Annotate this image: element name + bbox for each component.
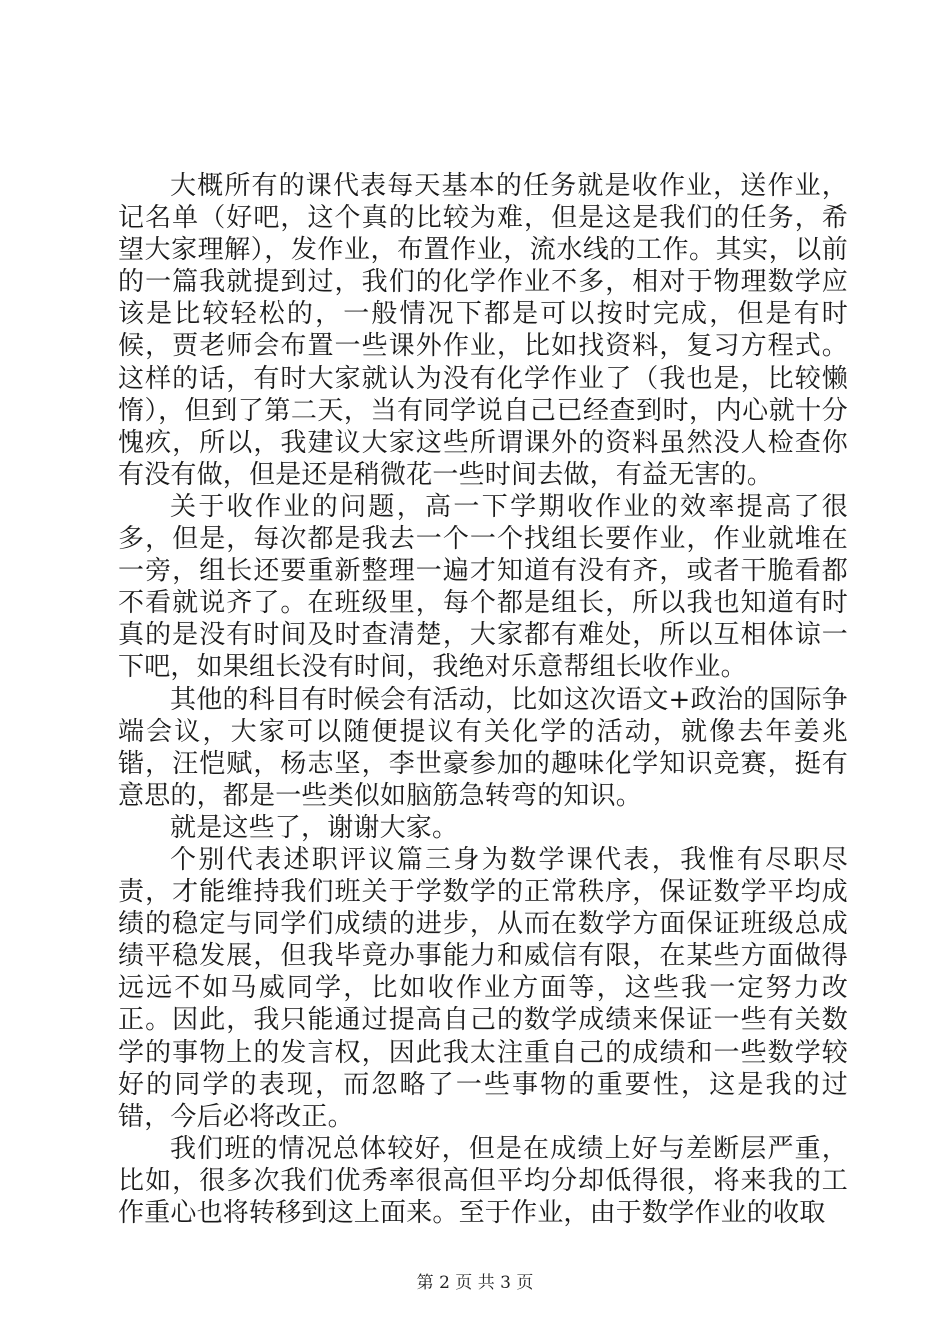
paragraph-4: 就是这些了，谢谢大家。 [170, 812, 459, 843]
paragraph-1: 大概所有的课代表每天基本的任务就是收作业，送作业，记名单（好吧，这个真的比较为难，但是这是我们的任务，希望大家理解），发作业，布置作业，流水线的工作。其实，以前的一篇我就提到过，我们的化学作业不多，相对于物理数学应该是比较轻松的，一般情况下都是可以按时完成，但是有时候，贾老师会布置一些课外作业，比如找资料，复习方程式。这样的话，有时大家就认为没有化学作业了（我也是，比较懒惰），但到了第二天，当有同学说自己已经查到时，内心就十分愧疚，所以，我建议大家这些所谓课外的资料虽然没人检查你有没有做，但是还是稍微花一些时间去做，有益无害的。 [118, 171, 848, 490]
paragraph-3: 其他的科目有时候会有活动，比如这次语文+政治的国际争端会议，大家可以随便提议有关化学的活动，就像去年姜兆锴，汪恺赋，杨志坚，李世豪参加的趣味化学知识竞赛，挺有意思的，都是一些类似如脑筋急转弯的知识。 [118, 684, 848, 811]
paragraph-2: 关于收作业的问题，高一下学期收作业的效率提高了很多，但是，每次都是我去一个一个找组长要作业，作业就堆在一旁，组长还要重新整理一遍才知道有没有齐，或者干脆看都不看就说齐了。在班级里，每个都是组长，所以我也知道有时真的是没有时间及时查清楚，大家都有难处，所以互相体谅一下吧，如果组长没有时间，我绝对乐意帮组长收作业。 [118, 491, 848, 683]
document-body [118, 170, 848, 1229]
paragraph-6: 我们班的情况总体较好，但是在成绩上好与差断层严重，比如，很多次我们优秀率很高但平均分却低得很，将来我的工作重心也将转移到这上面来。至于作业，由于数学作业的收取 [118, 1133, 848, 1228]
page-footer: 第 2 页 共 3 页 [416, 1273, 534, 1293]
paragraph-5: 个别代表述职评议篇三身为数学课代表，我惟有尽职尽责，才能维持我们班关于学数学的正常秩序，保证数学平均成绩的稳定与同学们成绩的进步，从而在数学方面保证班级总成绩平稳发展，但我毕竟办事能力和威信有限，在某些方面做得远远不如马威同学，比如收作业方面等，这些我一定努力改正。因此，我只能通过提高自己的数学成绩来保证一些有关数学的事物上的发言权，因此我太注重自己的成绩和一些数学较好的同学的表现，而忽略了一些事物的重要性，这是我的过错，今后必将改正。 [118, 844, 848, 1132]
